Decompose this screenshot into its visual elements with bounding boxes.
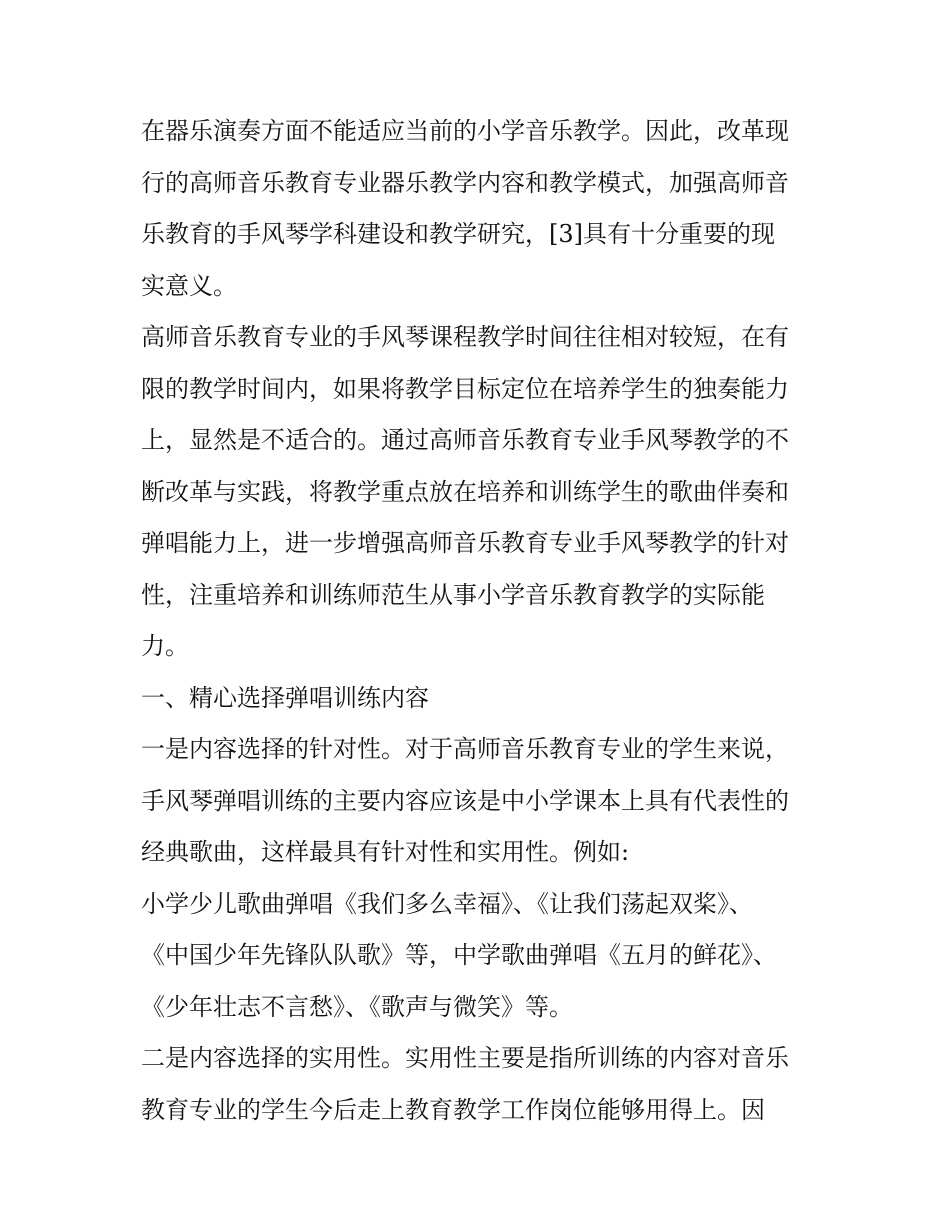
text-line: 实意义。 bbox=[141, 271, 237, 300]
paragraph-reform-significance bbox=[141, 106, 821, 312]
document-page bbox=[141, 106, 821, 1136]
text-line: 上，显然是不适合的。通过高师音乐教育专业手风琴教学的不 bbox=[141, 426, 789, 454]
paragraph-content-relevance bbox=[141, 724, 821, 879]
text-line: 《少年壮志不言愁》、《歌声与微笑》等。 bbox=[141, 992, 573, 1021]
text-line: 性，注重培养和训练师范生从事小学音乐教育教学的实际能 bbox=[141, 580, 765, 609]
text-line: 限的教学时间内，如果将教学目标定位在培养学生的独奏能力 bbox=[141, 374, 789, 403]
paragraph-content-practicality bbox=[141, 1033, 821, 1136]
paragraph-song-examples bbox=[141, 879, 821, 1034]
text-line: 在器乐演奏方面不能适应当前的小学音乐教学。因此，改革现 bbox=[141, 117, 789, 145]
text-line: 教育专业的学生今后走上教育教学工作岗位能够用得上。因 bbox=[141, 1095, 765, 1124]
text-line: 二是内容选择的实用性。实用性主要是指所训练的内容对音乐 bbox=[141, 1044, 789, 1072]
text-line: 断改革与实践，将教学重点放在培养和训练学生的歌曲伴奏和 bbox=[141, 477, 789, 506]
text-line: 弹唱能力上，进一步增强高师音乐教育专业手风琴教学的针对 bbox=[141, 529, 789, 557]
heading-line: 一、精心选择弹唱训练内容 bbox=[141, 683, 429, 712]
text-line: 经典歌曲，这样最具有针对性和实用性。例如: bbox=[141, 838, 630, 866]
text-line: 《中国少年先锋队队歌》等，中学歌曲弹唱《五月的鲜花》、 bbox=[141, 941, 777, 969]
text-line: 高师音乐教育专业的手风琴课程教学时间往往相对较短，在有 bbox=[141, 323, 789, 351]
text-line: 手风琴弹唱训练的主要内容应该是中小学课本上具有代表性的 bbox=[141, 786, 789, 815]
section-heading bbox=[141, 673, 821, 725]
paragraph-teaching-focus bbox=[141, 312, 821, 673]
text-line: 乐教育的手风琴学科建设和教学研究，[3]具有十分重要的现 bbox=[141, 220, 775, 248]
text-line: 小学少儿歌曲弹唱《我们多么幸福》、《让我们荡起双桨》、 bbox=[141, 889, 753, 918]
text-line: 力。 bbox=[141, 632, 189, 660]
text-line: 行的高师音乐教育专业器乐教学内容和教学模式，加强高师音 bbox=[141, 168, 789, 197]
text-line: 一是内容选择的针对性。对于高师音乐教育专业的学生来说， bbox=[141, 735, 789, 763]
